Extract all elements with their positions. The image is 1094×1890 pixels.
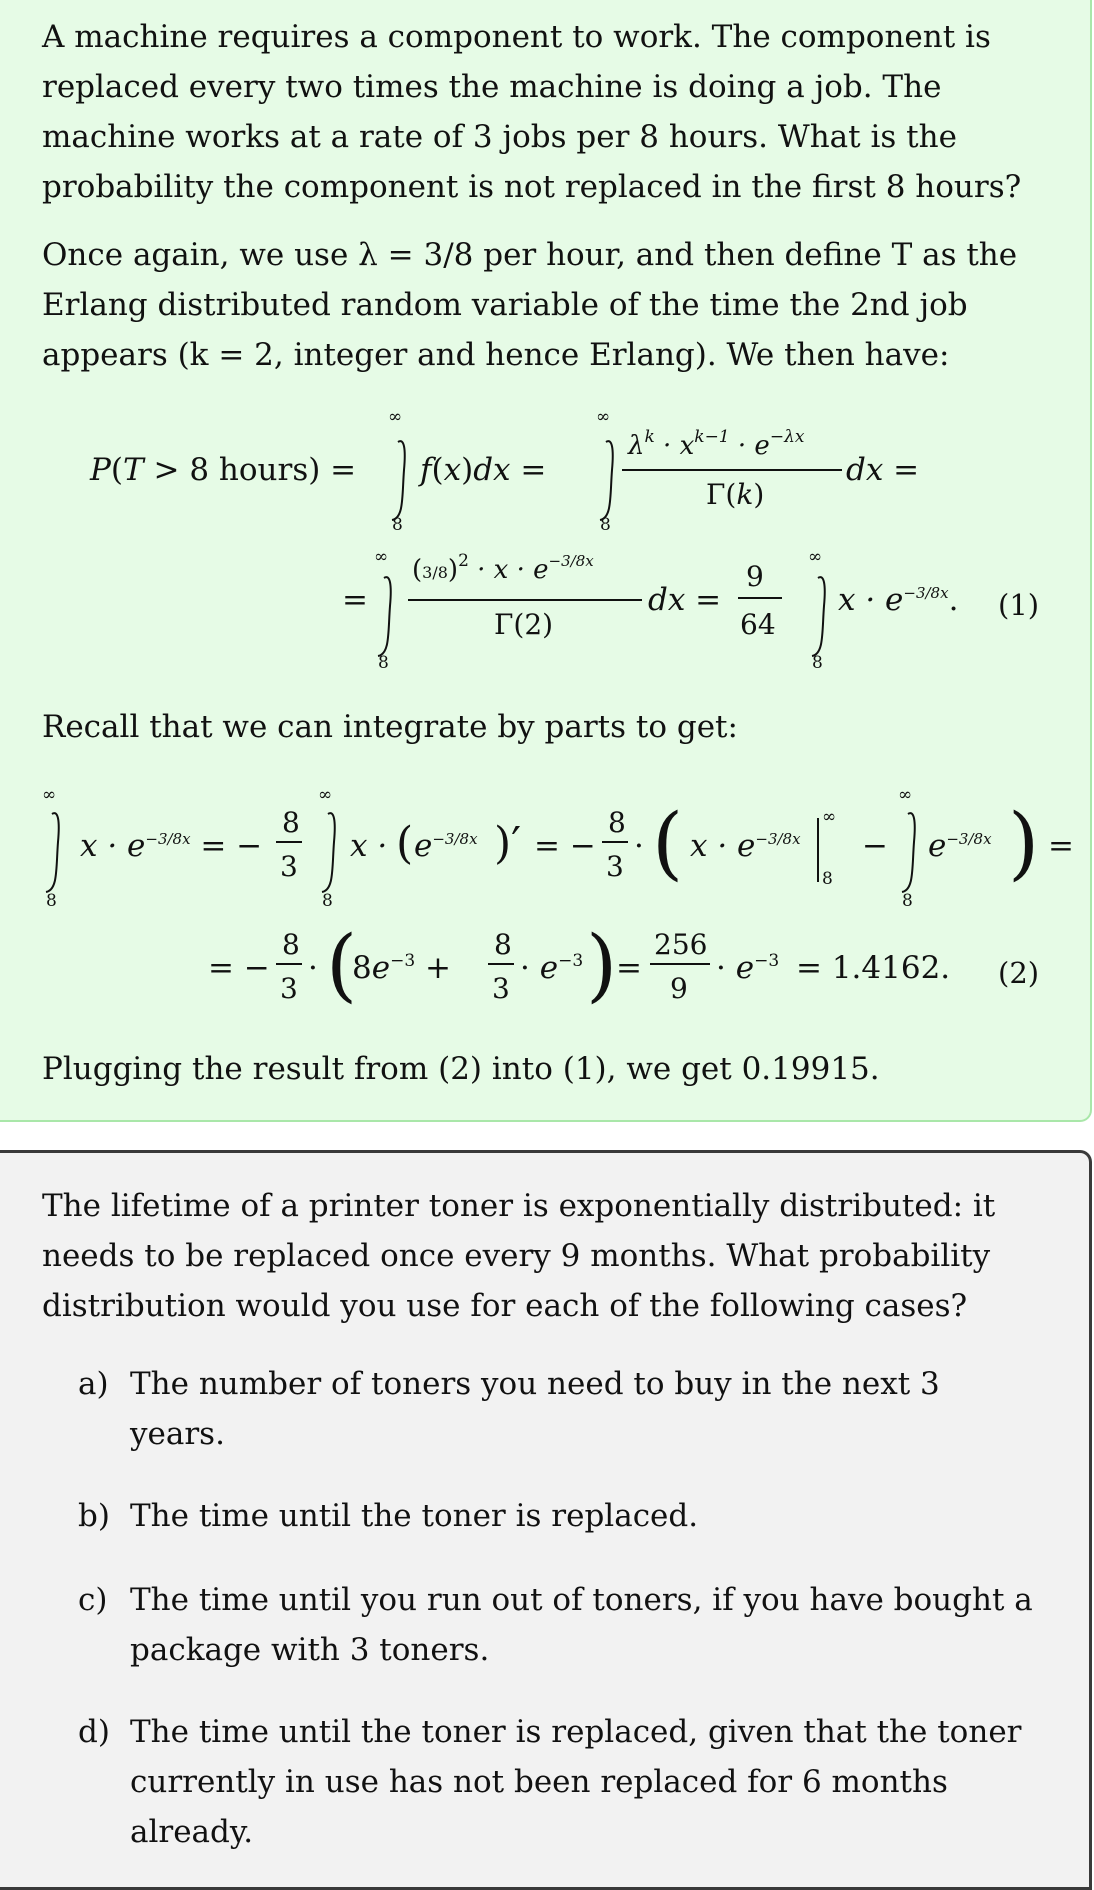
equation-2-label: (2) — [998, 956, 1040, 990]
svg-text:∞: ∞ — [596, 407, 611, 427]
svg-text:64: 64 — [740, 608, 776, 641]
svg-text:∞: ∞ — [808, 547, 823, 567]
svg-text:P(T > 8 hours) =: P(T > 8 hours) = — [90, 452, 357, 488]
recall-text: Recall that we can integrate by parts to get: — [42, 709, 738, 745]
item-text: The time until you run out of toners, if you have bought a package with 3 toners. — [130, 1582, 1033, 1668]
conclusion-text: Plugging the result from (2) into (1), we get 0.19915. — [42, 1051, 880, 1087]
svg-text:8: 8 — [282, 806, 300, 839]
svg-text:· e−3: · $e^{-3}$ — [520, 950, 584, 986]
svg-text:dx =: dx = — [648, 582, 722, 618]
svg-text:x · e−3/8x.: $x \cdot e^{-3/8x}$. — [838, 582, 959, 618]
svg-text:8: 8 — [378, 653, 389, 673]
svg-text:e−3/8x: $e^{-3/8x}$ — [414, 828, 478, 864]
svg-text:=: = — [342, 582, 368, 618]
svg-text:· e−3: · $e^{-3}$ — [716, 950, 780, 986]
item-letter: d) — [78, 1714, 110, 1750]
equation-1 — [0, 400, 1094, 690]
svg-text:∞: ∞ — [898, 785, 913, 805]
svg-text:Γ(2): Γ(2) — [494, 608, 554, 641]
svg-text:f(x)dx =: f(x)dx = — [420, 452, 547, 488]
svg-text:8: 8 — [600, 515, 611, 535]
svg-text:∞: ∞ — [374, 547, 389, 567]
svg-text:3: 3 — [280, 850, 298, 883]
item-text: The number of toners you need to buy in the next 3 years. — [130, 1366, 940, 1452]
svg-text:(3/8)2 · x · e−3/8x: $(3/8)^2 \cdot x \cdot e^{-3/8x}$ — [412, 551, 594, 585]
svg-text:=: = — [1048, 828, 1074, 864]
svg-text:8: 8 — [46, 891, 57, 911]
svg-text:9: 9 — [746, 560, 764, 593]
svg-text:e−3/8x: $e^{-3/8x}$ — [928, 828, 992, 864]
svg-text:256: 256 — [654, 928, 708, 961]
equation-1-label: (1) — [998, 588, 1040, 622]
svg-text:dx =: dx = — [846, 452, 920, 488]
svg-text:(: ( — [396, 818, 414, 869]
item-letter: c) — [78, 1582, 108, 1618]
svg-text:=: = — [616, 950, 642, 986]
svg-text:λk · xk−1 · e−λx: $\lambda^k \cdot x^{k-1} \cdot e^{-\lambda x}$ — [628, 427, 805, 461]
svg-text:(: ( — [652, 796, 684, 889]
svg-text:∞: ∞ — [318, 785, 333, 805]
equation-2 — [0, 780, 1094, 1040]
svg-text:): ) — [1008, 796, 1040, 889]
svg-text:8: 8 — [902, 891, 913, 911]
svg-text:x · e−3/8x = −: $x \cdot e^{-3/8x}$ = − — [80, 828, 263, 864]
svg-text:)′: )′ — [494, 818, 522, 869]
svg-text:·: · — [634, 828, 644, 864]
svg-text:= −: = − — [534, 828, 596, 864]
list-item-a — [78, 1359, 1038, 1459]
equation-2-result: = 1.4162. — [796, 950, 951, 986]
list-item-b — [78, 1491, 1038, 1541]
problem-question: A machine requires a component to work. The component is replaced every two times the machine is doing a job. The machine works at a rate of 3 jobs per 8 hours. What is the probability the component is not replaced in the first 8 hours? — [42, 19, 1022, 205]
svg-text:8: 8 — [494, 928, 512, 961]
svg-text:8: 8 — [822, 869, 833, 889]
item-letter: b) — [78, 1498, 110, 1534]
list-item-c — [78, 1575, 1038, 1675]
svg-text:−: − — [862, 828, 888, 864]
svg-text:·: · — [308, 950, 318, 986]
svg-text:8: 8 — [282, 928, 300, 961]
svg-text:∞: ∞ — [822, 807, 837, 827]
svg-text:): ) — [586, 918, 618, 1011]
exercise-question: The lifetime of a printer toner is exponentially distributed: it needs to be replaced once every 9 months. What probability distribution would you use for each of the following cases? — [42, 1188, 996, 1324]
svg-text:3: 3 — [492, 972, 510, 1005]
svg-text:(: ( — [326, 918, 358, 1011]
svg-text:= −: = − — [208, 950, 270, 986]
svg-text:x · e−3/8x: $x \cdot e^{-3/8x}$ — [690, 828, 801, 864]
svg-text:8: 8 — [812, 653, 823, 673]
svg-text:Γ(k): Γ(k) — [706, 478, 765, 511]
svg-text:∞: ∞ — [388, 407, 403, 427]
solution-intro: Once again, we use λ = 3/8 per hour, and then define T as the Erlang distributed random variable of the time the 2nd job appears (k = 2, integer and hence Erlang). We then have: — [42, 237, 1018, 373]
svg-text:3: 3 — [280, 972, 298, 1005]
list-item-d — [78, 1707, 1038, 1857]
item-text: The time until the toner is replaced, given that the toner currently in use has not been replaced for 6 months already. — [130, 1714, 1022, 1850]
svg-text:8e−3 +: $8e^{-3}$ + — [352, 950, 451, 986]
svg-text:9: 9 — [670, 972, 688, 1005]
item-text: The time until the toner is replaced. — [130, 1498, 699, 1534]
svg-text:∞: ∞ — [42, 785, 57, 805]
svg-text:8: 8 — [392, 515, 403, 535]
exercise-box — [0, 1150, 1092, 1890]
svg-text:x ·: x · — [350, 828, 388, 864]
svg-text:8: 8 — [322, 891, 333, 911]
svg-text:8: 8 — [608, 806, 626, 839]
svg-text:3: 3 — [606, 850, 624, 883]
item-letter: a) — [78, 1366, 109, 1402]
